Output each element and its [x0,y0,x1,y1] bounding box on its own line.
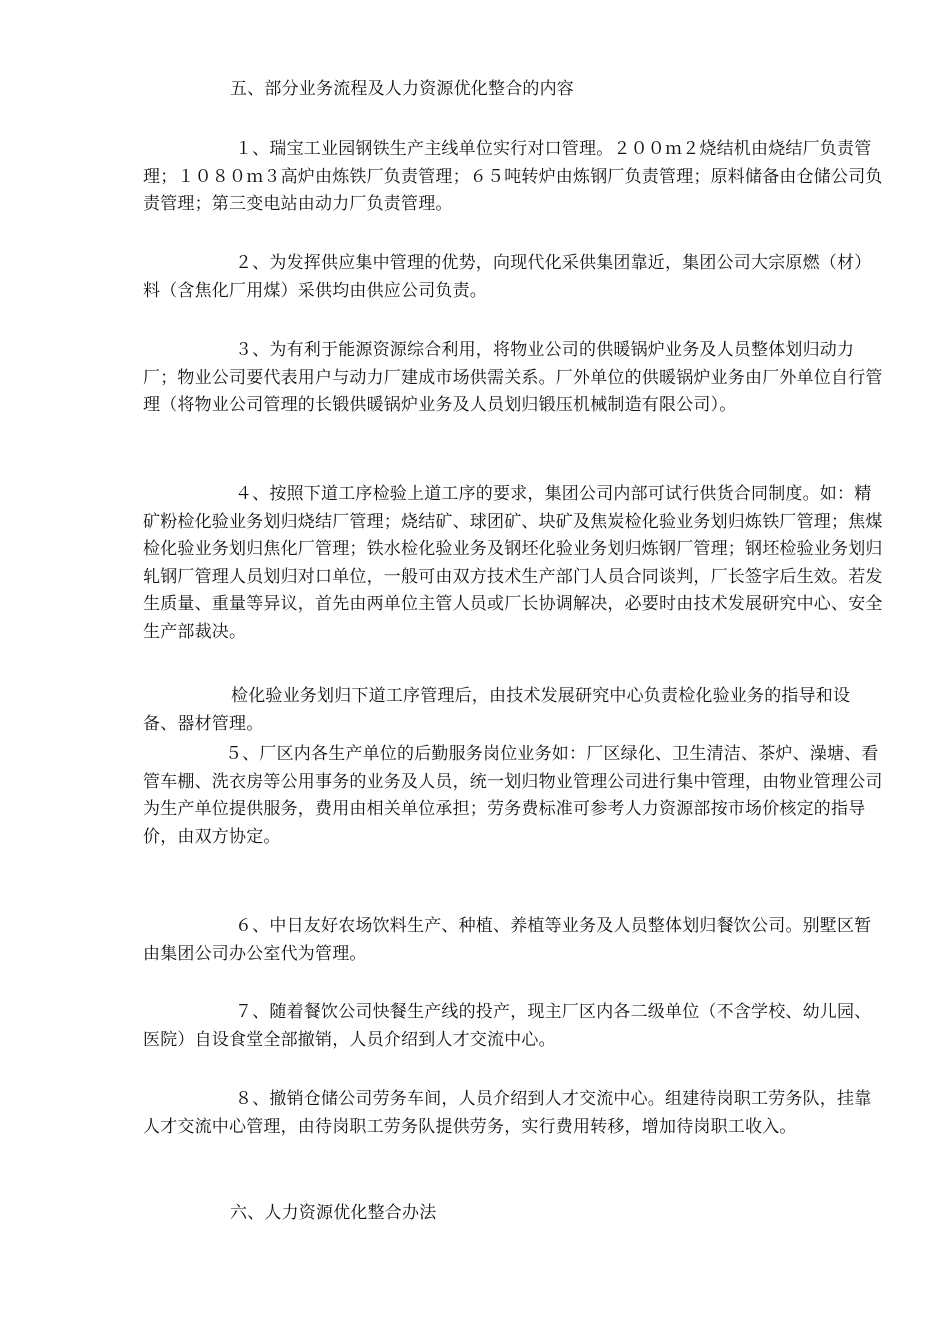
paragraph-item-3: ３、为有利于能源资源综合利用，将物业公司的供暖锅炉业务及人员整体划归动力厂；物业公司要代表用户与动力厂建成市场供需关系。厂外单位的供暖锅炉业务由厂外单位自行管理（将物业公司管理的长锻供暖锅炉业务及人员划归锻压机械制造有限公司）。 [143,340,883,415]
section-heading-5: 五、部分业务流程及人力资源优化整合的内容 [230,79,574,99]
paragraph-item-2: ２、为发挥供应集中管理的优势，向现代化采供集团靠近，集团公司大宗原燃（材）料（含焦化厂用煤）采供均由供应公司负责。 [143,253,872,301]
paragraph-item-1: １、瑞宝工业园钢铁生产主线单位实行对口管理。２００ｍ２烧结机由烧结厂负责管理；１０８０ｍ３高炉由炼铁厂负责管理；６５吨转炉由炼钢厂负责管理；原料储备由仓储公司负责管理；第三变电站由动力厂负责管理。 [143,139,883,214]
paragraph-item-4: ４、按照下道工序检验上道工序的要求，集团公司内部可试行供货合同制度。如：精矿粉检化验业务划归烧结厂管理；烧结矿、球团矿、块矿及焦炭检化验业务划归炼铁厂管理；焦煤检化验业务划归焦化厂管理；铁水检化验业务及钢坯化验业务划归炼钢厂管理；钢坯检验业务划归轧钢厂管理人员划归对口单位，一般可由双方技术生产部门人员合同谈判，厂长签字后生效。若发生质量、重量等异议，首先由两单位主管人员或厂长协调解决，必要时由技术发展研究中心、安全生产部裁决。 [143,484,883,642]
paragraph-item-6: ６、中日友好农场饮料生产、种植、养植等业务及人员整体划归餐饮公司。别墅区暂由集团公司办公室代为管理。 [143,916,872,964]
paragraph-item-7: ７、随着餐饮公司快餐生产线的投产，现主厂区内各二级单位（不含学校、幼儿园、医院）自设食堂全部撤销，人员介绍到人才交流中心。 [143,1002,872,1050]
paragraph-item-5: ５、厂区内各生产单位的后勤服务岗位业务如：厂区绿化、卫生清洁、茶炉、澡塘、看管车棚、洗衣房等公用事务的业务及人员，统一划归物业管理公司进行集中管理，由物业管理公司为生产单位提供服务，费用由相关单位承担；劳务费标准可参考人力资源部按市场价核定的指导价，由双方协定。 [143,744,883,847]
section-heading-6: 六、人力资源优化整合办法 [230,1203,437,1223]
paragraph-item-4-note: 检化验业务划归下道工序管理后，由技术发展研究中心负责检化验业务的指导和设备、器材管理。 [143,686,851,734]
paragraph-item-8: ８、撤销仓储公司劳务车间，人员介绍到人才交流中心。组建待岗职工劳务队，挂靠人才交流中心管理，由待岗职工劳务队提供劳务，实行费用转移，增加待岗职工收入。 [143,1089,872,1137]
